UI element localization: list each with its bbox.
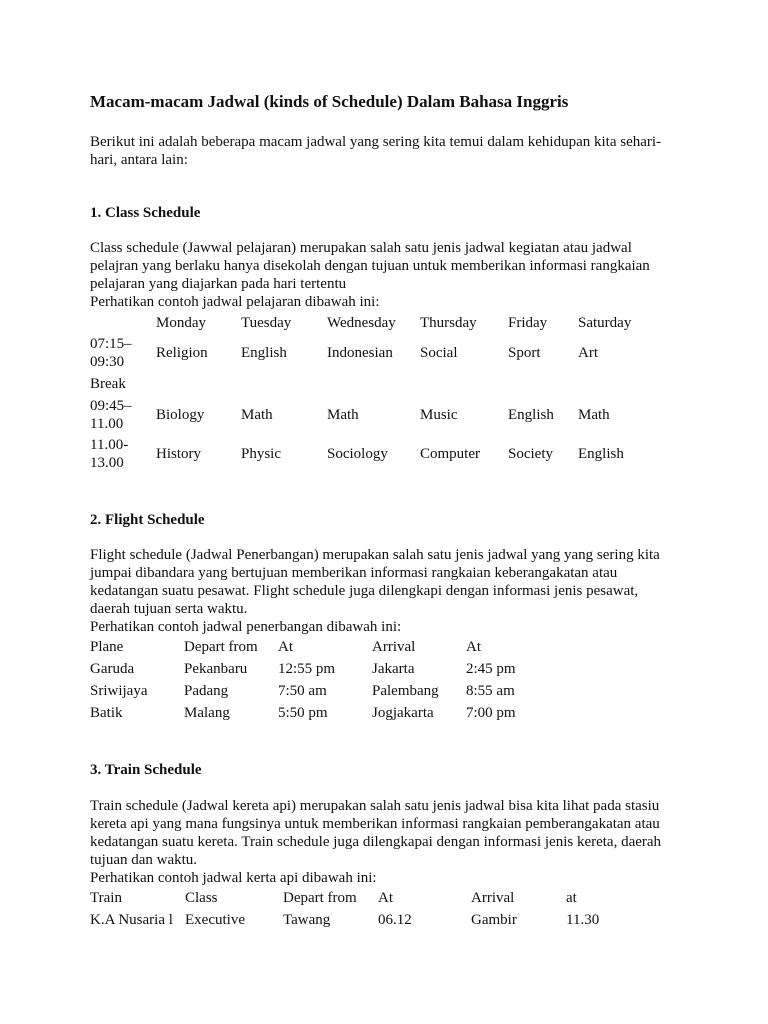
class-cell-r3-c3: Math — [327, 407, 359, 423]
class-cell-r4-c2: Physic — [241, 446, 282, 462]
flight-paragraph-line-1: Flight schedule (Jadwal Penerbangan) merupakan salah satu jenis jadwal yang yang sering kita — [90, 547, 660, 563]
class-cell-r3-c1: Biology — [156, 407, 205, 423]
flight-header-depart: Depart from — [184, 639, 258, 655]
flight-r2-arrival: Palembang — [372, 683, 439, 699]
train-paragraph-line-4: tujuan dan waktu. — [90, 852, 198, 868]
flight-header-at-arrival: At — [466, 639, 481, 655]
intro-line-1: Berikut ini adalah beberapa macam jadwal yang sering kita temui dalam kehidupan kita sehari- — [90, 134, 662, 150]
train-header-class: Class — [185, 890, 218, 906]
class-cell-r3-c4: Music — [420, 407, 458, 423]
class-break-label: Break — [90, 376, 126, 392]
train-header-at-arrival: at — [566, 890, 577, 906]
class-cell-r1-c6: Art — [578, 345, 598, 361]
class-header-thursday: Thursday — [420, 315, 477, 331]
train-r1-arrival: Gambir — [471, 912, 517, 928]
class-cell-r3-c6: Math — [578, 407, 610, 423]
flight-r1-depart: Pekanbaru — [184, 661, 248, 677]
train-schedule-heading: 3. Train Schedule — [90, 762, 202, 778]
flight-r1-plane: Garuda — [90, 661, 135, 677]
class-time-row-3-b: 11.00 — [90, 416, 124, 432]
flight-header-plane: Plane — [90, 639, 124, 655]
flight-paragraph-line-2: jumpai dibandara yang bertujuan memberikan informasi rangkaian keberangakatan atau — [90, 565, 618, 581]
class-cell-r1-c5: Sport — [508, 345, 541, 361]
flight-r2-at: 7:50 am — [278, 683, 327, 699]
flight-r1-arrival: Jakarta — [372, 661, 415, 677]
class-cell-r4-c5: Society — [508, 446, 553, 462]
train-r1-at-arrival: 11.30 — [566, 912, 600, 928]
train-paragraph-line-1: Train schedule (Jadwal kereta api) merupakan salah satu jenis jadwal bisa kita lihat pada stasiu — [90, 798, 660, 814]
class-time-row-1-a: 07:15– — [90, 336, 132, 352]
flight-paragraph-line-3: kedatangan suatu pesawat. Flight schedule juga dilengkapi dengan informasi jenis pesawat, — [90, 583, 639, 599]
flight-r3-at: 5:50 pm — [278, 705, 328, 721]
class-time-row-1-b: 09:30 — [90, 354, 125, 370]
class-cell-r4-c1: History — [156, 446, 201, 462]
class-cell-r1-c1: Religion — [156, 345, 208, 361]
class-cell-r4-c6: English — [578, 446, 624, 462]
class-cell-r1-c3: Indonesian — [327, 345, 393, 361]
flight-r2-depart: Padang — [184, 683, 229, 699]
train-r1-depart: Tawang — [283, 912, 331, 928]
flight-r2-at-arrival: 8:55 am — [466, 683, 515, 699]
flight-r3-arrival: Jogjakarta — [372, 705, 434, 721]
class-header-monday: Monday — [156, 315, 206, 331]
class-schedule-heading: 1. Class Schedule — [90, 205, 201, 221]
class-header-wednesday: Wednesday — [327, 315, 396, 331]
flight-schedule-heading: 2. Flight Schedule — [90, 512, 205, 528]
class-cell-r4-c3: Sociology — [327, 446, 388, 462]
flight-paragraph-line-4: daerah tujuan serta waktu. — [90, 601, 248, 617]
intro-line-2: hari, antara lain: — [90, 152, 188, 168]
flight-r3-at-arrival: 7:00 pm — [466, 705, 516, 721]
flight-r3-depart: Malang — [184, 705, 230, 721]
flight-r3-plane: Batik — [90, 705, 123, 721]
flight-header-arrival: Arrival — [372, 639, 416, 655]
class-paragraph-line-2: pelajran yang berlaku hanya disekolah dengan tujuan untuk memberikan informasi rangkaian — [90, 258, 650, 274]
train-header-at: At — [378, 890, 393, 906]
class-time-row-4-b: 13.00 — [90, 455, 124, 471]
class-time-row-4-a: 11.00- — [90, 437, 129, 453]
train-paragraph-line-2: kereta api yang mana fungsinya untuk memberikan informasi rangkaian pemberangakatan atau — [90, 816, 660, 832]
train-r1-train: K.A Nusaria l — [90, 912, 173, 928]
flight-paragraph-line-5: Perhatikan contoh jadwal penerbangan dibawah ini: — [90, 619, 402, 635]
class-header-tuesday: Tuesday — [241, 315, 292, 331]
class-paragraph-line-4: Perhatikan contoh jadwal pelajaran dibawah ini: — [90, 294, 380, 310]
train-header-depart: Depart from — [283, 890, 357, 906]
class-time-row-3-a: 09:45– — [90, 398, 132, 414]
train-paragraph-line-5: Perhatikan contoh jadwal kerta api dibawah ini: — [90, 870, 377, 886]
class-cell-r4-c4: Computer — [420, 446, 480, 462]
class-cell-r3-c2: Math — [241, 407, 273, 423]
class-cell-r3-c5: English — [508, 407, 554, 423]
flight-r1-at: 12:55 pm — [278, 661, 336, 677]
document-title: Macam-macam Jadwal (kinds of Schedule) Dalam Bahasa Inggris — [90, 92, 569, 111]
train-paragraph-line-3: kedatangan suatu kereta. Train schedule juga dilengkapai dengan informasi jenis kereta, daerah — [90, 834, 662, 850]
train-r1-class: Executive — [185, 912, 245, 928]
train-r1-at: 06.12 — [378, 912, 412, 928]
flight-r2-plane: Sriwijaya — [90, 683, 148, 699]
class-cell-r1-c4: Social — [420, 345, 458, 361]
class-cell-r1-c2: English — [241, 345, 287, 361]
train-header-train: Train — [90, 890, 122, 906]
class-paragraph-line-3: pelajaran yang diajarkan pada hari tertentu — [90, 276, 347, 292]
class-header-saturday: Saturday — [578, 315, 632, 331]
flight-header-at-depart: At — [278, 639, 293, 655]
class-header-friday: Friday — [508, 315, 548, 331]
class-paragraph-line-1: Class schedule (Jawwal pelajaran) merupakan salah satu jenis jadwal kegiatan atau jadwal — [90, 240, 632, 256]
train-header-arrival: Arrival — [471, 890, 515, 906]
flight-r1-at-arrival: 2:45 pm — [466, 661, 516, 677]
